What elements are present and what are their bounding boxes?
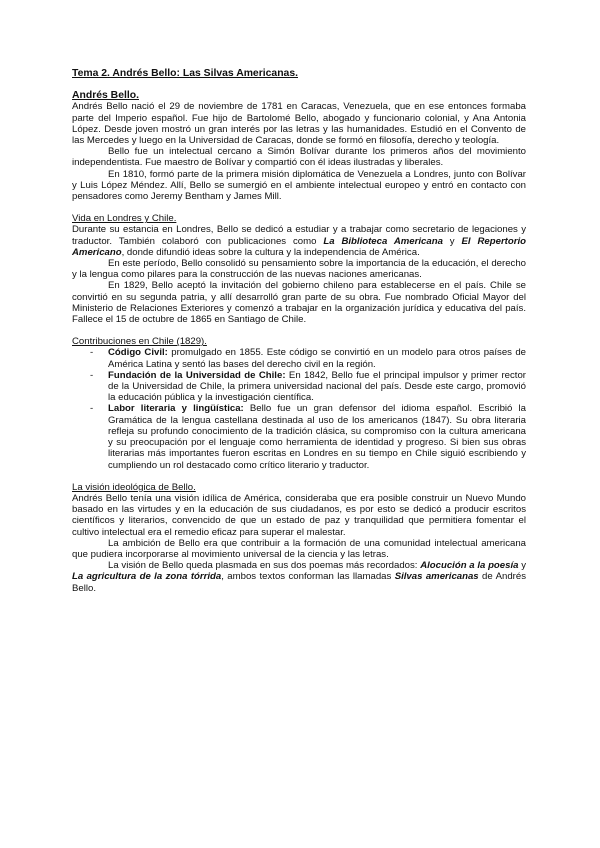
section-heading-bio: Andrés Bello. [72, 90, 139, 102]
londres-paragraph-2: En este período, Bello consolidó su pensamiento sobre la importancia de la educación, el derecho y la lengua como pilares para la construcción de las nuevas naciones americanas. [72, 258, 526, 281]
title-biblioteca-americana: La Biblioteca Americana [323, 235, 443, 247]
title-silvas: Silvas americanas [394, 571, 479, 583]
vision-paragraph-1: Andrés Bello tenía una visión idílica de América, consideraba que era posible construir un Nuevo Mundo basado en las virtudes y en la educación de sus ciudadanos, es por esto se dedicó a producir escritos científicos y literarios, convencido de que un estado de paz y tranquilidad que permitiera fomentar el cultivo intelectual era el remedio eficaz para superar el malestar. [72, 492, 526, 538]
document-page [72, 68, 526, 594]
section-heading-londres: Vida en Londres y Chile. [72, 213, 177, 225]
title-repertorio-americano: El Repertorio Americano [72, 235, 526, 258]
vision-paragraph-3: La visión de Bello queda plasmada en sus dos poemas más recordados: Alocución a la poesía y La agricultura de la zona tórrida, ambos textos conforman las llamadas Silvas americanas de Andrés Bello. [72, 560, 526, 594]
list-item: - Código Civil: promulgado en 1855. Este código se convirtió en un modelo para otros países de América Latina y sentó las bases del derecho civil en la región. [90, 347, 527, 370]
list-item: - Labor literaria y lingüística: Bello fue un gran defensor del idioma español. Escribió la Gramática de la lengua castellana destinada al uso de los americanos (1847). Su obra literaria refleja su profundo conocimiento de la tradición clásica, su compromiso con la cultura americana y su preocupación por el lenguaje como herramienta de identidad y progreso. Si bien sus obras literarias más importantes fueron escritas en Londres en su tiempo en Chile siguió escribiendo y cumpliendo un rol destacado como crítico literario y traductor. [90, 403, 526, 471]
title-agricultura: La agricultura de la zona tórrida [72, 571, 222, 583]
section-heading-contribuciones: Contribuciones en Chile (1829). [72, 336, 207, 348]
section-heading-vision: La visión ideológica de Bello. [72, 481, 196, 493]
contributions-list [72, 347, 526, 470]
intro-paragraph-2: Bello fue un intelectual cercano a Simón Bolívar durante los primeros años del movimiento independentista. Fue maestro de Bolívar y compartió con él ideas ilustradas y liberales. [72, 146, 526, 169]
intro-paragraph-1: Andrés Bello nació el 29 de noviembre de 1781 en Caracas, Venezuela, que en ese entonces formaba parte del Imperio español. Fue hijo de Bartolomé Bello, abogado y funcionario colonial, y Ana Antonia López. Desde joven mostró un gran interés por las letras y las humanidades. Estudió en el Convento de las Mercedes y luego en la Universidad de Caracas, donde se formó en filosofía, derecho y teología. [72, 101, 526, 147]
londres-paragraph-3: En 1829, Bello aceptó la invitación del gobierno chileno para establecerse en el país. Chile se convirtió en su segunda patria, y allí desarrolló gran parte de su obra. Fue nombrado Oficial Mayor del Ministerio de Relaciones Exteriores y comenzó a trabajar en la organización jurídica y educativa del país. Fallece el 15 de octubre de 1865 en Santiago de Chile. [72, 280, 526, 326]
vision-paragraph-2: La ambición de Bello era que contribuir a la formación de una comunidad intelectual americana que pudiera incorporarse al movimiento universal de la ciencia y las letras. [72, 537, 526, 560]
document-title: Tema 2. Andrés Bello: Las Silvas Americanas. [72, 68, 298, 79]
intro-paragraph-3: En 1810, formó parte de la primera misión diplomática de Venezuela a Londres, junto con Bolívar y Luis López Méndez. Allí, Bello se sumergió en el ambiente intelectual europeo y entró en contacto con pensadores como Jeremy Bentham y James Mill. [72, 168, 526, 203]
londres-paragraph-1: Durante su estancia en Londres, Bello se dedicó a estudiar y a trabajar como secretario de legaciones y traductor. También colaboró con publicaciones como La Biblioteca Americana y El Repertorio Americano, donde difundió ideas sobre la cultura y la independencia de América. [72, 224, 526, 258]
title-alocucion: Alocución a la poesía [420, 560, 519, 572]
list-item: - Fundación de la Universidad de Chile: En 1842, Bello fue el principal impulsor y primer rector de la Universidad de Chile, la primera universidad nacional del país. Desde este cargo, promovió la educación pública y la investigación científica. [90, 369, 526, 404]
